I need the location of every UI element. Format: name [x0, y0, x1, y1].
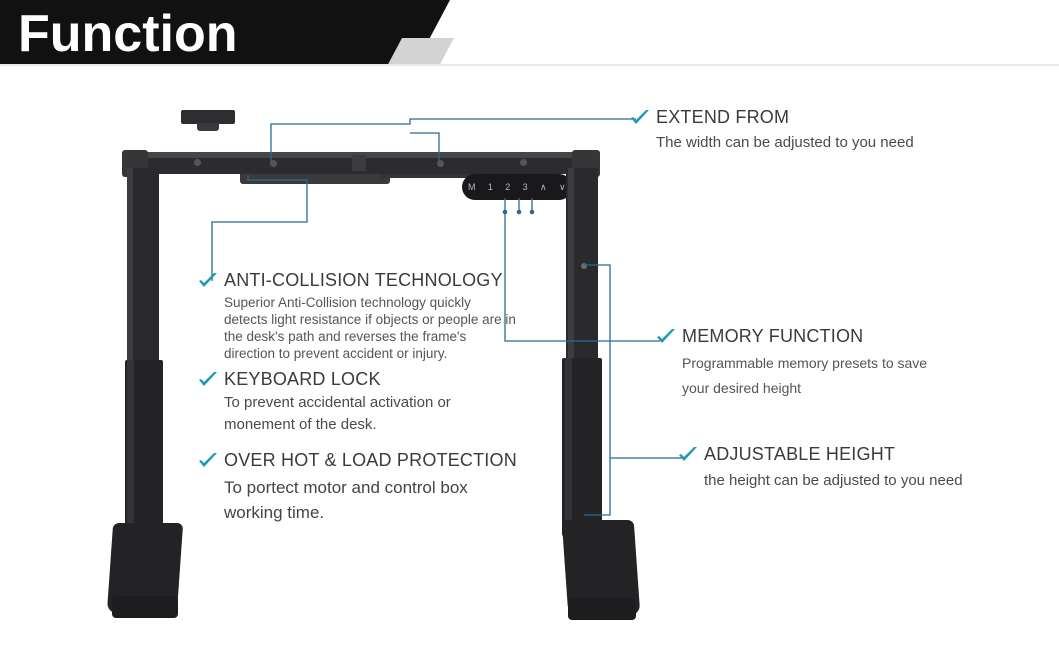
- keypad-button-m[interactable]: M: [467, 182, 476, 192]
- check-icon: [198, 371, 218, 389]
- control-box-mount: [197, 123, 219, 131]
- keypad-button-down[interactable]: ∨: [558, 181, 567, 192]
- left-leg-upper-highlight: [127, 168, 133, 368]
- callout-adjustable-height-title: ADJUSTABLE HEIGHT: [704, 444, 896, 464]
- callout-memory-function-title: MEMORY FUNCTION: [682, 326, 864, 346]
- left-leg-upper: [129, 168, 159, 368]
- right-foot-base: [568, 598, 636, 620]
- right-leg-upper-highlight: [568, 168, 574, 363]
- left-foot-base: [112, 596, 178, 618]
- beam-joint: [352, 155, 366, 171]
- callout-adjustable-height-head: [678, 444, 1018, 465]
- callout-keyboard-lock-title: KEYBOARD LOCK: [224, 369, 381, 389]
- callout-adjustable-height-body: the height can be adjusted to you need: [704, 472, 963, 489]
- check-icon: [198, 272, 218, 290]
- callout-anti-collision-head: [198, 270, 518, 291]
- callout-over-hot-title: OVER HOT & LOAD PROTECTION: [224, 450, 517, 470]
- keypad-button-row[interactable]: [462, 174, 572, 200]
- right-leg-marker: [581, 263, 587, 269]
- beam-screw: [437, 160, 444, 167]
- callout-keyboard-lock-head: [198, 369, 518, 390]
- callout-memory-function: [656, 326, 986, 401]
- callout-anti-collision-title: ANTI-COLLISION TECHNOLOGY: [224, 270, 503, 290]
- beam-screw: [270, 160, 277, 167]
- callout-over-hot-head: [198, 450, 538, 471]
- page-title: Function: [18, 5, 238, 63]
- left-leg-lower-highlight: [127, 360, 134, 532]
- callout-over-hot-load-protection: [198, 450, 538, 525]
- keypad-button-up[interactable]: ∧: [539, 181, 548, 192]
- keypad-button-3[interactable]: 3: [522, 182, 529, 192]
- callout-extend-from-title: EXTEND FROM: [656, 107, 790, 127]
- callout-keyboard-lock-body: To prevent accidental activation or monement of the desk.: [224, 394, 451, 433]
- keypad-button-1[interactable]: 1: [487, 182, 494, 192]
- callout-memory-function-head: [656, 326, 986, 347]
- check-icon: [656, 328, 676, 346]
- callout-extend-from-head: [630, 107, 960, 128]
- check-icon: [630, 109, 650, 127]
- beam-screw: [194, 159, 201, 166]
- right-leg-lower-highlight: [565, 358, 572, 533]
- control-box: [181, 110, 235, 124]
- beam-screw: [520, 159, 527, 166]
- check-icon: [678, 446, 698, 464]
- callout-anti-collision-body: Superior Anti-Collision technology quickly detects light resistance if objects or people are in the desk's path and reverses the frame's direction to prevent accident or injury.: [224, 295, 516, 361]
- callout-anti-collision: [198, 270, 518, 362]
- callout-adjustable-height: [678, 444, 1018, 492]
- callout-extend-from: [630, 107, 960, 154]
- callout-over-hot-body: To portect motor and control box working time.: [224, 478, 468, 522]
- keypad-button-2[interactable]: 2: [505, 182, 511, 192]
- check-icon: [198, 452, 218, 470]
- callout-keyboard-lock: [198, 369, 518, 436]
- callout-extend-from-body: The width can be adjusted to you need: [656, 134, 914, 151]
- callout-memory-function-body: Programmable memory presets to save your desired height: [682, 355, 928, 396]
